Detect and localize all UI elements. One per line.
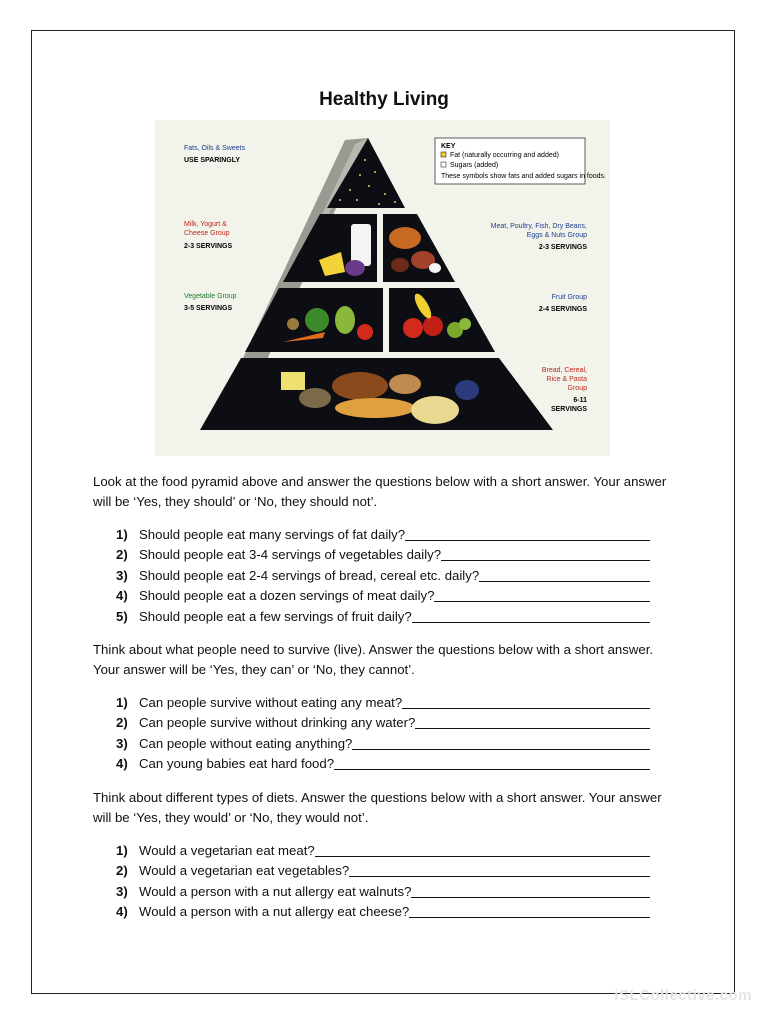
key-sugars: Sugars (added) <box>450 162 499 169</box>
question-text: Would a person with a nut allergy eat walnuts? <box>139 883 412 899</box>
label-dairy-servings: 2-3 SERVINGS <box>184 243 233 250</box>
key-fat: Fat (naturally occurring and added) <box>450 152 559 159</box>
question-number: 1) <box>116 526 128 542</box>
question-item <box>116 545 656 566</box>
question-item <box>116 733 656 754</box>
label-dairy-name-1: Milk, Yogurt & <box>184 221 227 228</box>
label-fats-servings: USE SPARINGLY <box>184 157 241 164</box>
question-text: Can people without eating anything? <box>139 735 353 751</box>
question-text: Should people eat 3-4 servings of vegetables daily? <box>139 547 442 562</box>
question-list-3 <box>116 840 656 922</box>
question-number: 1) <box>116 842 128 858</box>
label-bread-name-1: Bread, Cereal, <box>541 367 587 374</box>
question-number: 4) <box>116 904 128 919</box>
question-item <box>116 692 656 713</box>
answer-line[interactable] <box>409 917 650 918</box>
page-title: Healthy Living <box>319 89 449 110</box>
food-pyramid-image <box>155 120 610 456</box>
answer-line[interactable] <box>441 560 650 561</box>
question-number: 4) <box>116 756 128 771</box>
question-number: 3) <box>116 567 128 583</box>
key-heading: KEY <box>441 143 456 150</box>
question-item <box>116 713 656 734</box>
label-vegetable-name: Vegetable Group <box>184 293 237 300</box>
question-number: 2) <box>116 863 128 878</box>
label-dairy-name-2: Cheese Group <box>184 230 230 237</box>
question-number: 1) <box>116 694 128 710</box>
question-item <box>116 881 656 902</box>
answer-line[interactable] <box>479 581 650 582</box>
label-meat-servings: 2-3 SERVINGS <box>538 244 587 251</box>
label-bread-servings-2: SERVINGS <box>550 406 587 413</box>
watermark: iSLCollective.com <box>614 987 752 1004</box>
tier-fruit <box>389 288 495 352</box>
label-bread-name-3: Group <box>567 385 587 392</box>
answer-line[interactable] <box>334 769 650 770</box>
question-number: 4) <box>116 588 128 603</box>
question-text: Would a person with a nut allergy eat cheese? <box>139 904 410 919</box>
label-fruit-name: Fruit Group <box>551 294 587 301</box>
question-text: Would a vegetarian eat meat? <box>139 842 315 858</box>
label-fruit-servings: 2-4 SERVINGS <box>538 306 587 313</box>
instructions-section-3: Think about different types of diets. Answer the questions below with a short answer. Your answer will be ‘Yes, they would’ or ‘No, they would not’. <box>93 790 662 825</box>
question-number: 2) <box>116 547 128 562</box>
tier-meat <box>383 214 455 282</box>
question-item <box>116 606 656 627</box>
question-text: Would a vegetarian eat vegetables? <box>139 863 350 878</box>
question-text: Should people eat a few servings of fruit daily? <box>139 608 412 624</box>
question-number: 2) <box>116 715 128 730</box>
key-note: These symbols show fats and added sugars in foods. <box>441 173 606 180</box>
instructions-section-1: Look at the food pyramid above and answer the questions below with a short answer. Your answer will be ‘Yes, they should’ or ‘No, they should not’. <box>93 474 667 509</box>
question-item <box>116 754 656 775</box>
question-item <box>116 524 656 545</box>
label-fats-name: Fats, Oils & Sweets <box>184 145 246 152</box>
instructions-section-2: Think about what people need to survive (live). Answer the questions below with a short answer. Your answer will be ‘Yes, they can’ or ‘No, they cannot’. <box>93 642 654 677</box>
question-text: Can young babies eat hard food? <box>139 756 335 771</box>
answer-line[interactable] <box>402 708 650 709</box>
label-bread-name-2: Rice & Pasta <box>546 376 587 383</box>
answer-line[interactable] <box>411 897 650 898</box>
label-meat-name-1: Meat, Poultry, Fish, Dry Beans, <box>490 223 587 230</box>
question-list-2 <box>116 692 656 774</box>
label-bread-servings-1: 6-11 <box>573 397 587 404</box>
question-text: Should people eat many servings of fat daily? <box>139 526 406 542</box>
label-meat-name-2: Eggs & Nuts Group <box>526 232 587 239</box>
question-number: 3) <box>116 883 128 899</box>
question-number: 3) <box>116 735 128 751</box>
answer-line[interactable] <box>412 622 650 623</box>
question-text: Can people survive without eating any meat? <box>139 694 403 710</box>
question-text: Should people eat 2-4 servings of bread, cereal etc. daily? <box>139 567 480 583</box>
question-list-1 <box>116 524 656 627</box>
answer-line[interactable] <box>405 540 650 541</box>
question-number: 5) <box>116 608 128 624</box>
question-item <box>116 586 656 607</box>
question-text: Should people eat a dozen servings of meat daily? <box>139 588 435 603</box>
question-item <box>116 902 656 923</box>
question-item <box>116 861 656 882</box>
answer-line[interactable] <box>315 856 650 857</box>
answer-line[interactable] <box>415 728 650 729</box>
answer-line[interactable] <box>349 876 650 877</box>
question-item <box>116 840 656 861</box>
question-item <box>116 565 656 586</box>
answer-line[interactable] <box>352 749 650 750</box>
label-vegetable-servings: 3-5 SERVINGS <box>184 305 233 312</box>
food-pyramid-graphic <box>155 120 610 456</box>
answer-line[interactable] <box>434 601 650 602</box>
question-text: Can people survive without drinking any water? <box>139 715 416 730</box>
